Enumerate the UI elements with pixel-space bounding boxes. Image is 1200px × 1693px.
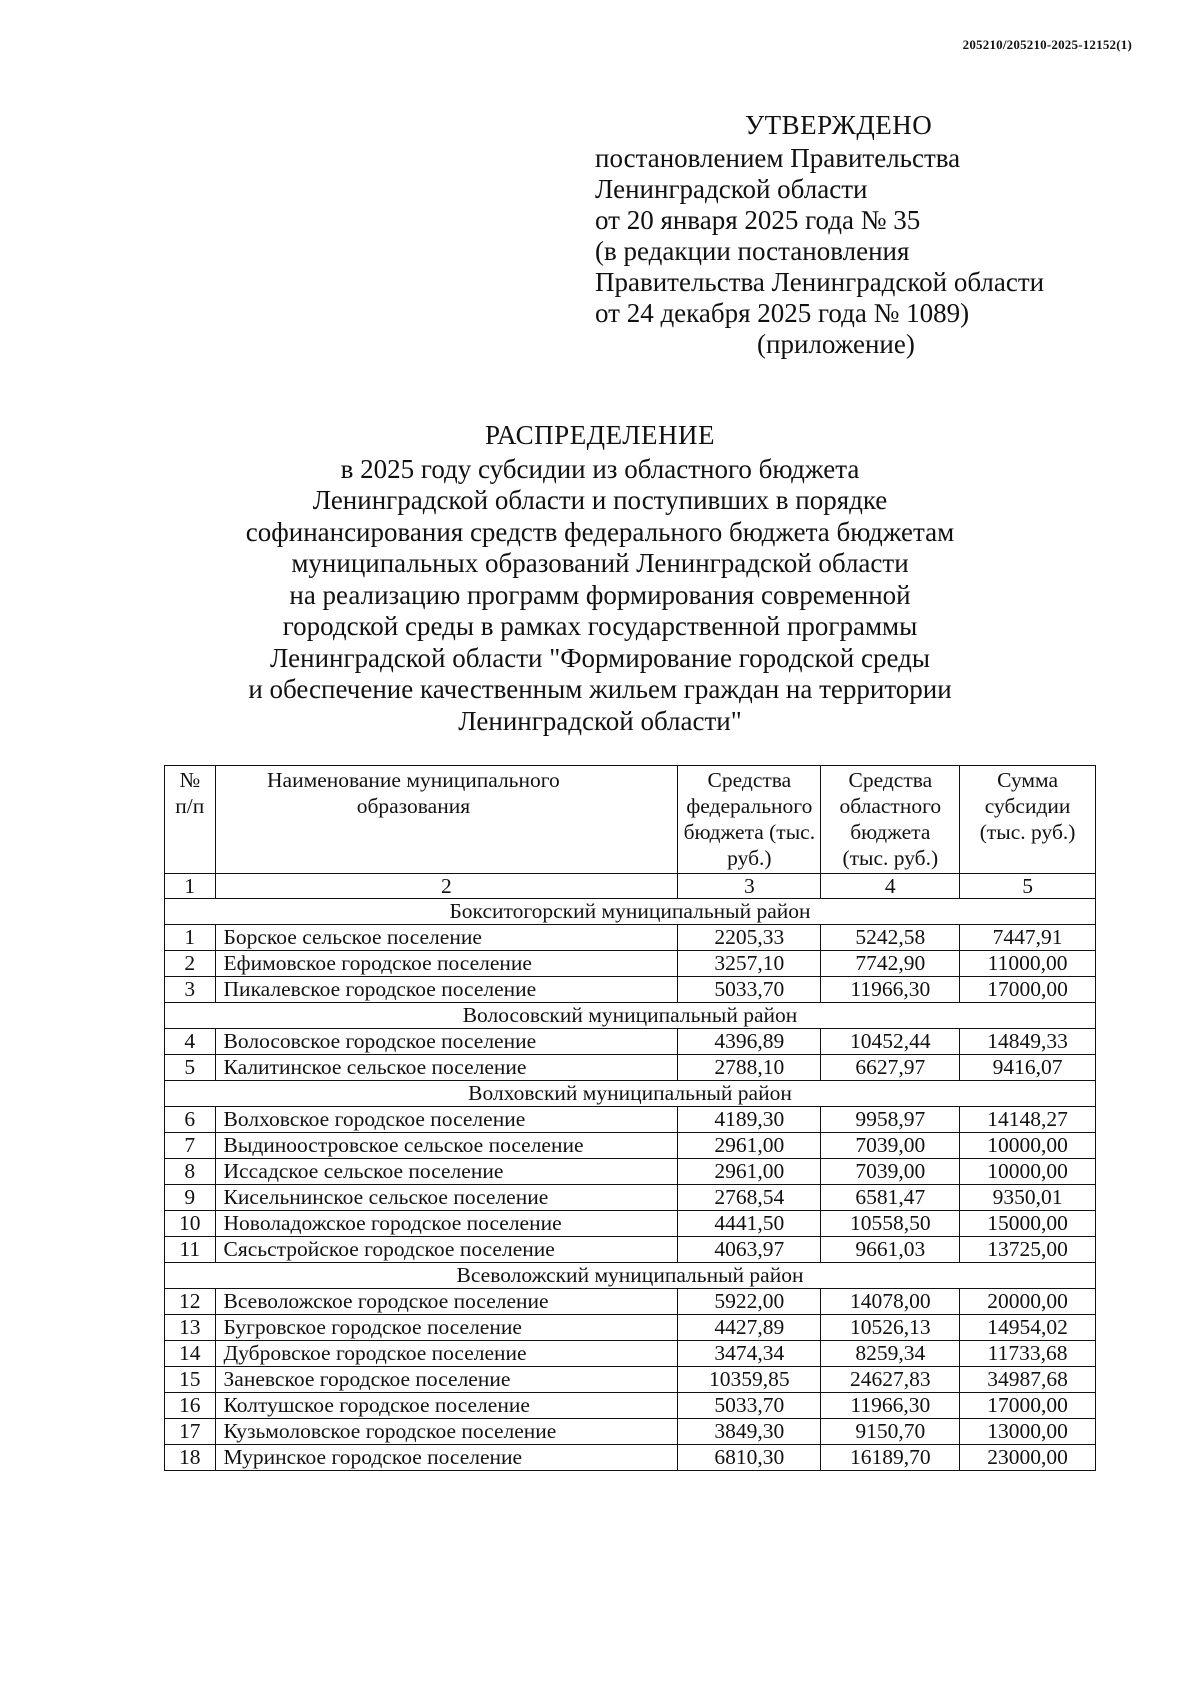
federal-amount: 4189,30 [678, 1107, 821, 1133]
column-number: 5 [960, 874, 1096, 899]
header-federal: Средства федерального бюджета (тыс. руб.) [678, 766, 821, 874]
district-row [165, 1003, 1096, 1029]
table-row [165, 1289, 1096, 1315]
header-regional: Средства областного бюджета (тыс. руб.) [821, 766, 960, 874]
row-number: 13 [165, 1315, 216, 1341]
distribution-table [164, 765, 1096, 1471]
regional-amount: 9958,97 [821, 1107, 960, 1133]
title-line: муниципальных образований Ленинградской области [291, 548, 909, 578]
column-number: 4 [821, 874, 960, 899]
regional-amount: 10558,50 [821, 1211, 960, 1237]
municipality-name: Волховское городское поселение [215, 1107, 678, 1133]
approval-appendix: (приложение) [757, 329, 915, 359]
district-name: Всеволожский муниципальный район [165, 1263, 1096, 1289]
table-row [165, 1107, 1096, 1133]
table-row [165, 1237, 1096, 1263]
subsidy-sum: 11000,00 [960, 951, 1096, 977]
title-line: Ленинградской области "Формирование городской среды [270, 642, 930, 673]
district-row [165, 1263, 1096, 1289]
approval-line: Ленинградской области [595, 174, 868, 204]
approval-title: УТВЕРЖДЕНО [745, 110, 933, 140]
federal-amount: 4427,89 [678, 1315, 821, 1341]
approval-line: от 24 декабря 2025 года № 1089) [595, 298, 970, 328]
federal-amount: 10359,85 [678, 1367, 821, 1393]
municipality-name: Иссадское сельское поселение [215, 1159, 678, 1185]
municipality-name: Пикалевское городское поселение [215, 977, 678, 1003]
subsidy-sum: 9416,07 [960, 1055, 1096, 1081]
municipality-name: Заневское городское поселение [215, 1367, 678, 1393]
subsidy-sum: 10000,00 [960, 1133, 1096, 1159]
municipality-name: Новоладожское городское поселение [215, 1211, 678, 1237]
municipality-name: Кузьмоловское городское поселение [215, 1419, 678, 1445]
subsidy-sum: 7447,91 [960, 925, 1096, 951]
federal-amount: 5922,00 [678, 1289, 821, 1315]
row-number: 12 [165, 1289, 216, 1315]
table-row [165, 1393, 1096, 1419]
regional-amount: 7039,00 [821, 1133, 960, 1159]
municipality-name: Всеволожское городское поселение [215, 1289, 678, 1315]
subsidy-sum: 10000,00 [960, 1159, 1096, 1185]
subsidy-sum: 15000,00 [960, 1211, 1096, 1237]
federal-amount: 2961,00 [678, 1159, 821, 1185]
approval-line: постановлением Правительства [595, 143, 961, 173]
federal-amount: 4441,50 [678, 1211, 821, 1237]
subsidy-sum: 17000,00 [960, 1393, 1096, 1419]
title-main: РАСПРЕДЕЛЕНИЕ [484, 420, 716, 450]
federal-amount: 6810,30 [678, 1445, 821, 1471]
row-number: 2 [165, 951, 216, 977]
table-row [165, 1055, 1096, 1081]
table-row [165, 1029, 1096, 1055]
federal-amount: 5033,70 [678, 977, 821, 1003]
district-row [165, 1081, 1096, 1107]
row-number: 3 [165, 977, 216, 1003]
federal-amount: 5033,70 [678, 1393, 821, 1419]
subsidy-sum: 20000,00 [960, 1289, 1096, 1315]
regional-amount: 10452,44 [821, 1029, 960, 1055]
row-number: 7 [165, 1133, 216, 1159]
row-number: 16 [165, 1393, 216, 1419]
title-line: Ленинградской области и поступивших в порядке [312, 485, 888, 515]
row-number: 11 [165, 1237, 216, 1263]
table-row [165, 1133, 1096, 1159]
title-line: на реализацию программ формирования современной [289, 579, 911, 610]
subsidy-sum: 13725,00 [960, 1237, 1096, 1263]
regional-amount: 14078,00 [821, 1289, 960, 1315]
row-number: 15 [165, 1367, 216, 1393]
regional-amount: 5242,58 [821, 925, 960, 951]
federal-amount: 2788,10 [678, 1055, 821, 1081]
regional-amount: 9150,70 [821, 1419, 960, 1445]
regional-amount: 7742,90 [821, 951, 960, 977]
subsidy-sum: 14849,33 [960, 1029, 1096, 1055]
federal-amount: 2205,33 [678, 925, 821, 951]
subsidy-sum: 34987,68 [960, 1367, 1096, 1393]
row-number: 9 [165, 1185, 216, 1211]
table-row [165, 977, 1096, 1003]
district-name: Волховский муниципальный район [165, 1081, 1096, 1107]
row-number: 17 [165, 1419, 216, 1445]
table-row [165, 1211, 1096, 1237]
row-number: 1 [165, 925, 216, 951]
municipality-name: Выдиноостровское сельское поселение [215, 1133, 678, 1159]
municipality-name: Кисельнинское сельское поселение [215, 1185, 678, 1211]
municipality-name: Муринское городское поселение [215, 1445, 678, 1471]
municipality-name: Ефимовское городское поселение [215, 951, 678, 977]
subsidy-sum: 14148,27 [960, 1107, 1096, 1133]
row-number: 14 [165, 1341, 216, 1367]
district-row [165, 899, 1096, 925]
municipality-name: Волосовское городское поселение [215, 1029, 678, 1055]
row-number: 8 [165, 1159, 216, 1185]
table-row [165, 1159, 1096, 1185]
federal-amount: 3257,10 [678, 951, 821, 977]
column-number: 3 [678, 874, 821, 899]
approval-line: от 20 января 2025 года № 35 [595, 205, 921, 235]
row-number: 4 [165, 1029, 216, 1055]
document-id: 205210/205210-2025-12152(1) [962, 37, 1132, 52]
row-number: 6 [165, 1107, 216, 1133]
approval-line: Правительства Ленинградской области [595, 267, 1045, 297]
subsidy-sum: 17000,00 [960, 977, 1096, 1003]
row-number: 18 [165, 1445, 216, 1471]
header-num: № п/п [165, 766, 216, 874]
district-name: Бокситогорский муниципальный район [165, 899, 1096, 925]
document-title [0, 420, 1200, 737]
header-sum: Сумма субсидии (тыс. руб.) [960, 766, 1096, 874]
title-line: в 2025 году субсидии из областного бюджета [340, 453, 860, 484]
municipality-name: Колтушское городское поселение [215, 1393, 678, 1419]
subsidy-sum: 9350,01 [960, 1185, 1096, 1211]
row-number: 10 [165, 1211, 216, 1237]
federal-amount: 4063,97 [678, 1237, 821, 1263]
federal-amount: 3474,34 [678, 1341, 821, 1367]
subsidy-sum: 13000,00 [960, 1419, 1096, 1445]
title-line: софинансирования средств федерального бюджета бюджетам [245, 516, 955, 547]
regional-amount: 6581,47 [821, 1185, 960, 1211]
regional-amount: 7039,00 [821, 1159, 960, 1185]
title-line: и обеспечение качественным жильем граждан на территории [248, 674, 952, 704]
federal-amount: 2768,54 [678, 1185, 821, 1211]
regional-amount: 10526,13 [821, 1315, 960, 1341]
table-row [165, 1315, 1096, 1341]
table-row [165, 1445, 1096, 1471]
district-name: Волосовский муниципальный район [165, 1003, 1096, 1029]
approval-line: (в редакции постановления [595, 236, 910, 266]
regional-amount: 8259,34 [821, 1341, 960, 1367]
column-number: 2 [215, 874, 678, 899]
table-row [165, 951, 1096, 977]
subsidy-sum: 23000,00 [960, 1445, 1096, 1471]
municipality-name: Калитинское сельское поселение [215, 1055, 678, 1081]
approval-stamp [595, 110, 1115, 360]
table-row [165, 1419, 1096, 1445]
municipality-name: Борское сельское поселение [215, 925, 678, 951]
table-row [165, 925, 1096, 951]
regional-amount: 9661,03 [821, 1237, 960, 1263]
subsidy-sum: 11733,68 [960, 1341, 1096, 1367]
municipality-name: Сясьстройское городское поселение [215, 1237, 678, 1263]
table-header-row [165, 766, 1096, 874]
title-line: Ленинградской области" [458, 705, 742, 736]
subsidy-sum: 14954,02 [960, 1315, 1096, 1341]
column-numbers-row [165, 874, 1096, 899]
regional-amount: 11966,30 [821, 1393, 960, 1419]
federal-amount: 4396,89 [678, 1029, 821, 1055]
row-number: 5 [165, 1055, 216, 1081]
table-row [165, 1367, 1096, 1393]
regional-amount: 16189,70 [821, 1445, 960, 1471]
header-name: Наименование муниципального образования [215, 766, 678, 874]
table-row [165, 1185, 1096, 1211]
federal-amount: 3849,30 [678, 1419, 821, 1445]
table-row [165, 1341, 1096, 1367]
regional-amount: 11966,30 [821, 977, 960, 1003]
regional-amount: 6627,97 [821, 1055, 960, 1081]
regional-amount: 24627,83 [821, 1367, 960, 1393]
municipality-name: Бугровское городское поселение [215, 1315, 678, 1341]
title-line: городской среды в рамках государственной программы [282, 611, 918, 641]
federal-amount: 2961,00 [678, 1133, 821, 1159]
column-number: 1 [165, 874, 216, 899]
municipality-name: Дубровское городское поселение [215, 1341, 678, 1367]
